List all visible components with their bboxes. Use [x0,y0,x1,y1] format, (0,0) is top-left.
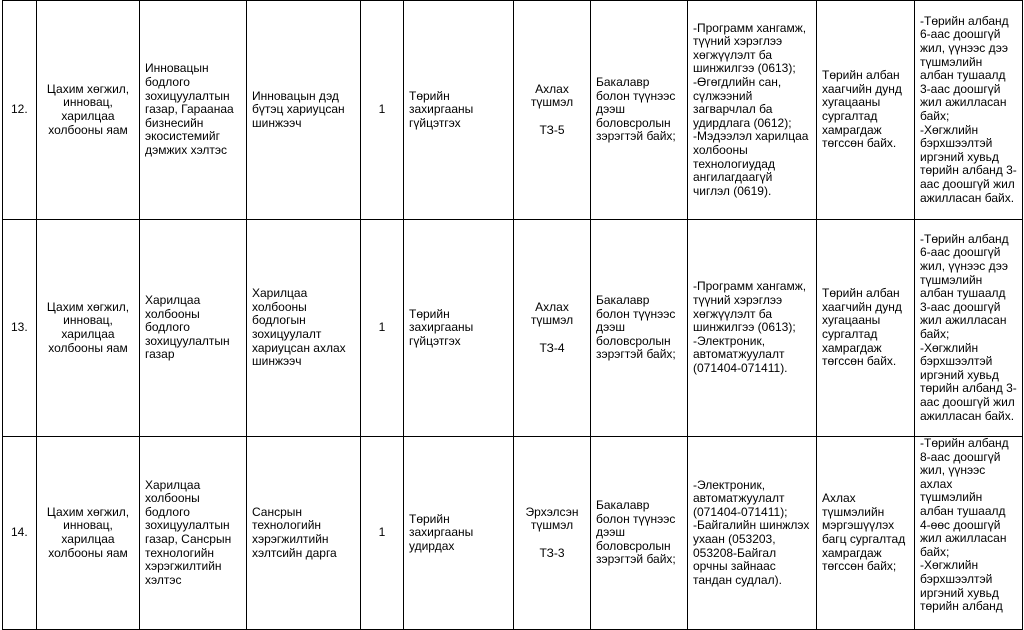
training-cell: Төрийн албан хаагчийн дунд хугацааны сургалтад хамрагдаж төгссөн байх. [817,1,915,220]
grade-code: ТЗ-3 [539,545,565,560]
row-number-cell: 13. [3,220,37,437]
count-cell: 1 [361,220,404,437]
function-cell: Төрийн захиргааны удирдах [404,437,514,630]
grade-code: ТЗ-4 [539,340,565,355]
grade-code: ТЗ-5 [539,122,565,137]
ministry-cell: Цахим хөгжил, инновац, харилцаа холбооны яам [37,437,140,630]
grade-cell [514,1,591,220]
grade-cell [514,437,591,630]
experience-item: -Төрийн албанд 6-аас доошгүй жил, үүнээс дээ түшмэлийн албан тушаалд 3-аас доошгүй жил ажилласан байх; [920,13,1012,123]
table-row [3,1,1023,220]
experience-cell [915,220,1023,437]
specialty-item: -Байгалийн шинжлэх ухаан (053203, 053208-Байгал орчны зайнаас тандан судлал). [693,518,813,587]
education-cell: Бакалавр болон түүнээс дээш боловсролын зэрэгтэй байх; [591,437,688,630]
count-cell: 1 [361,1,404,220]
ministry-cell: Цахим хөгжил, инновац, харилцаа холбооны яам [37,1,140,220]
experience-cell [915,437,1023,630]
row-number-cell: 12. [3,1,37,220]
specialty-item: -Электроник, автоматжуулалт (071404-071411); [693,477,788,519]
specialty-item: -Программ хангамж, түүний хэрэглээ хөгжүүлэлт ба шинжилгээ (0613); [693,20,810,76]
position-cell: Сансрын технологийн хэрэгжилтийн хэлтсийн дарга [247,437,361,630]
row-number-cell: 14. [3,437,37,630]
position-cell: Инновацын дэд бүтэц хариуцсан шинжээч [247,1,361,220]
specialty-item: -Программ хангамж, түүний хэрэглээ хөгжүүлэлт ба шинжилгээ (0613); [693,279,810,335]
function-cell: Төрийн захиргааны гүйцэтгэх [404,220,514,437]
specialty-item: -Өгөгдлийн сан, сүлжээний загварчлал ба удирдлага (0612); [693,75,792,130]
experience-item: -Хөгжлийн бэрхшээлтэй иргэний хувьд төрийн албанд 3-аас доошгүй жил ажилласан байх. [920,122,1019,205]
training-cell: Ахлах түшмэлийн мэргэшүүлэх багц сургалтад хамрагдаж төгссөн байх; [817,437,915,630]
count-cell: 1 [361,437,404,630]
function-cell: Төрийн захиргааны гүйцэтгэх [404,1,514,220]
grade-cell [514,220,591,437]
table-row [3,220,1023,437]
positions-table [2,0,1023,630]
specialty-cell [688,220,817,437]
specialty-item: -Мэдээлэл харилцаа холбооны технологиудад ангилагдаагүй чиглэл (0619). [693,129,812,198]
specialty-cell [688,1,817,220]
ministry-cell: Цахим хөгжил, инновац, харилцаа холбооны яам [37,220,140,437]
training-cell: Төрийн албан хаагчийн дунд хугацааны сургалтад хамрагдаж төгссөн байх. [817,220,915,437]
grade-level: Ахлах түшмэл [530,299,574,328]
education-cell: Бакалавр болон түүнээс дээш боловсролын зэрэгтэй байх; [591,220,688,437]
grade-level: Ахлах түшмэл [530,81,574,110]
education-cell: Бакалавр болон түүнээс дээш боловсролын зэрэгтэй байх; [591,1,688,220]
specialty-cell [688,437,817,630]
specialty-item: -Электроник, автоматжуулалт (071404-071411). [693,333,788,375]
experience-cell [915,1,1023,220]
experience-item: -Хөгжлийн бэрхшээлтэй иргэний хувьд төрийн албанд [920,558,1003,614]
unit-cell: Харилцаа холбооны бодлого зохицуулалтын газар [140,220,247,437]
grade-level: Эрхэлсэн түшмэл [525,504,579,533]
experience-item: -Төрийн албанд 8-аас доошгүй жил, үүнээс ахлах түшмэлийн албан тушаалд 4-өөс доошгүй жил ажилласан байх; [920,436,1012,559]
table-row [3,437,1023,630]
unit-cell: Харилцаа холбооны бодлого зохицуулалтын газар, Сансрын технологийн хэрэгжилтийн хэлтэс [140,437,247,630]
unit-cell: Инновацын бодлого зохицуулалтын газар, Гараанаа бизнесийн экосистемийг дэмжих хэлтэс [140,1,247,220]
position-cell: Харилцаа холбооны бодлогын зохицуулалт хариуцсан ахлах шинжээч [247,220,361,437]
experience-item: -Төрийн албанд 6-аас доошгүй жил, үүнээс дээ түшмэлийн албан тушаалд 3-аас доошгүй жил ажилласан байх; [920,231,1012,341]
experience-item: -Хөгжлийн бэрхшээлтэй иргэний хувьд төрийн албанд 3-аас доошгүй жил ажилласан байх. [920,340,1019,423]
